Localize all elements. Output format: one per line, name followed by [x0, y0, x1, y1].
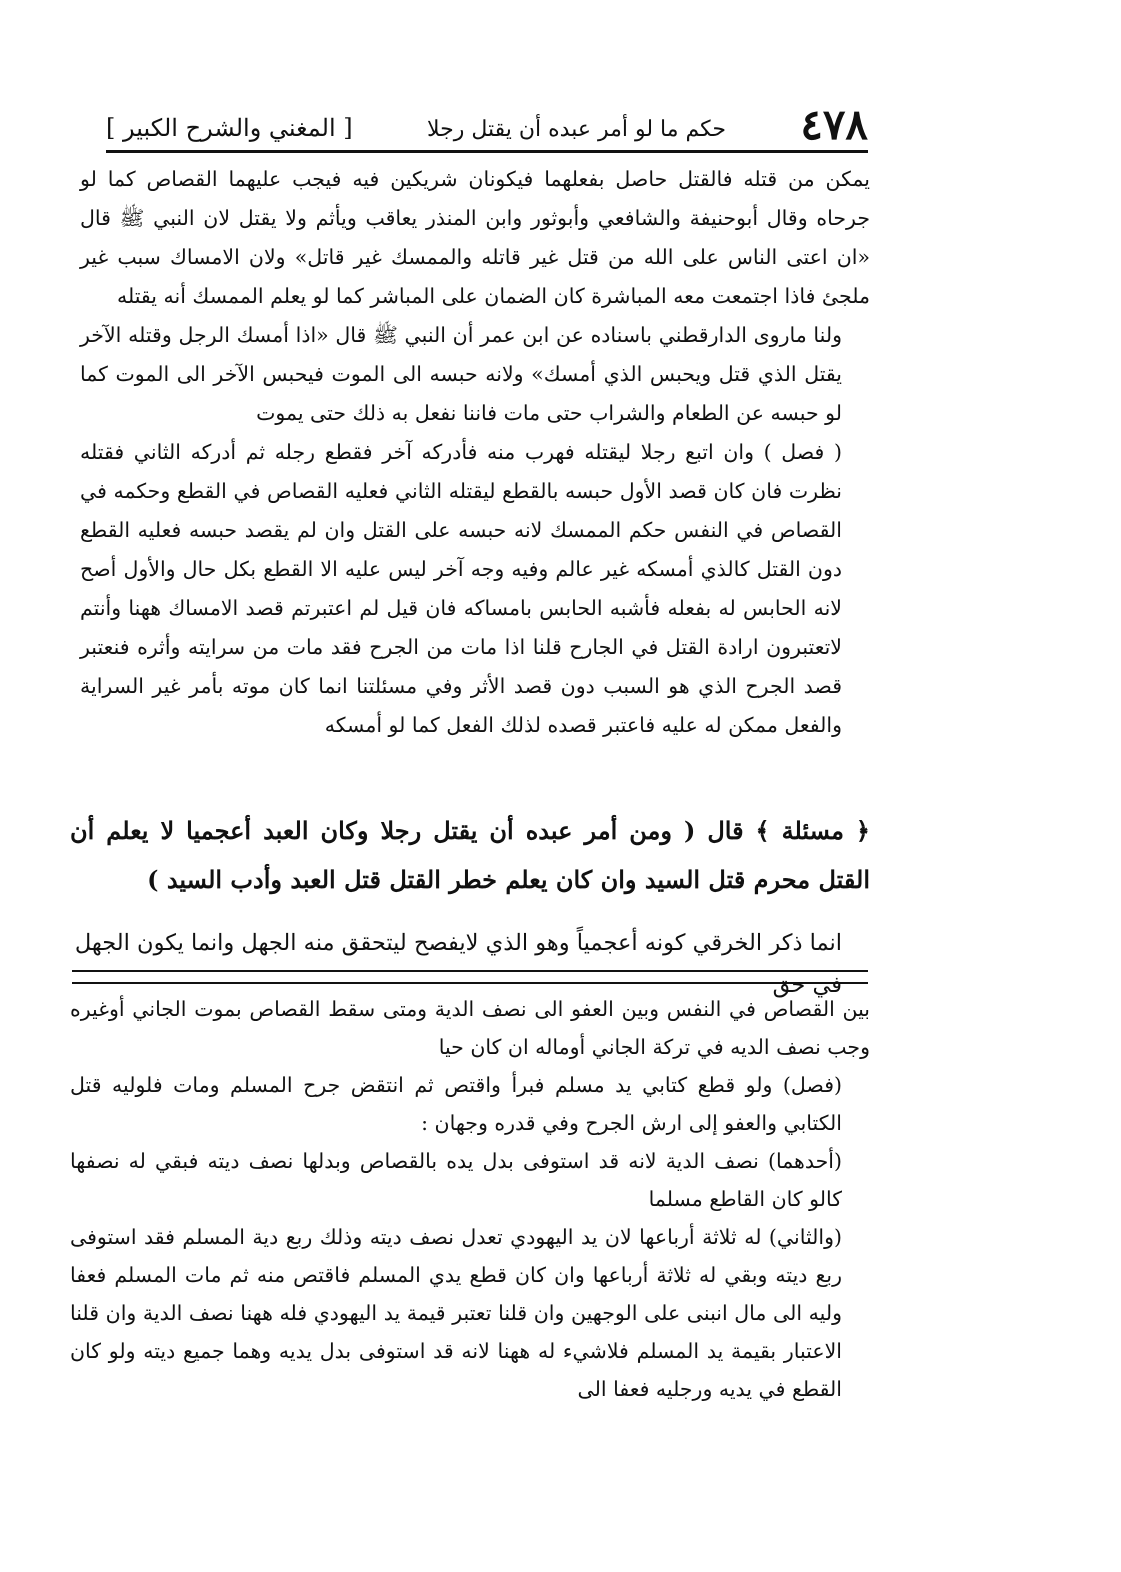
lower-paragraph: (أحدهما) نصف الدية لانه قد استوفى بدل يده بالقصاص وبدلها نصف ديته فبقي له نصفها كالو كان القاطع مسلما [70, 1149, 842, 1211]
lower-paragraph: (فصل) ولو قطع كتابي يد مسلم فبرأ واقتص ثم انتقض جرح المسلم ومات فلوليه قتل الكتابي والعفو إلى ارش الجرح وفي قدره وجهان : [70, 1073, 842, 1135]
main-text [80, 160, 870, 745]
main-paragraph: ( فصل ) وان اتبع رجلا ليقتله فهرب منه فأدركه آخر فقطع رجله ثم أدركه الثاني فقتله نظرت فان كان قصد الأول حبسه بالقطع ليقتله الثاني فعليه القصاص في القطع وحكمه في القصاص في النفس حكم الممسك لانه حبسه على القتل وان لم يقصد حبسه فعليه القطع دون القتل كالذي أمسكه غير عالم وفيه وجه آخر ليس عليه الا القطع بكل حال والأول أصح لانه الحابس له بفعله فأشبه الحابس بامساكه فان قيل لم اعتبرتم قصد الامساك ههنا وأنتم لاتعتبرون ارادة القتل في الجارح قلنا اذا مات من الجرح فقد مات من سرايته وأثره فنعتبر قصد الجرح الذي هو السبب دون قصد الأثر وفي مسئلتنا انما كان موته بأمر غير السراية والفعل ممكن له عليه فاعتبر قصده لذلك الفعل كما لو أمسكه [80, 440, 842, 737]
running-title: حكم ما لو أمر عبده أن يقتل رجلا [426, 117, 726, 142]
main-paragraph: ولنا ماروى الدارقطني باسناده عن ابن عمر أن النبي ﷺ قال «اذا أمسك الرجل وقتله الآخر يقتل الذي قتل ويحبس الذي أمسك» ولانه حبسه الى الموت فيحبس الآخر الى الموت كما لو حبسه عن الطعام والشراب حتى مات فاننا نفعل به ذلك حتى يموت [80, 323, 842, 425]
masala-block [70, 806, 870, 904]
lower-paragraph: بين القصاص في النفس وبين العفو الى نصف الدية ومتى سقط القصاص بموت الجاني أوغيره وجب نصف الديه في تركة الجاني أوماله ان كان حيا [70, 997, 870, 1059]
page-number: ٤٧٨ [800, 100, 868, 149]
lower-paragraph: (والثاني) له ثلاثة أرباعها لان يد اليهودي تعدل نصف ديته وذلك ربع دية المسلم فقد استوفى ربع ديته وبقي له ثلاثة أرباعها وان كان قطع يدي المسلم فاقتص منه ثم مات المسلم فعفا وليه الى مال انبنى على الوجهين وان قلنا تعتبر قيمة يد اليهودي فله ههنا نصف الدية وان قلنا الاعتبار بقيمة يد المسلم فلاشيء له ههنا لانه قد استوفى بدل يديه وهما جميع ديته ولو كان القطع في يديه ورجليه فعفا الى [70, 1225, 842, 1401]
lower-text [70, 990, 870, 1408]
masala-text: ﴿ مسئلة ﴾ قال ( ومن أمر عبده أن يقتل رجلا وكان العبد أعجميا لا يعلم أن القتل محرم قتل السيد وان كان يعلم خطر القتل قتل العبد وأدب السيد ) [70, 816, 870, 894]
footnote-divider [72, 970, 868, 984]
page-header [106, 96, 868, 149]
book-title: [ المغني والشرح الكبير ] [106, 114, 353, 142]
commentary-text: انما ذكر الخرقي كونه أعجمياً وهو الذي لايفصح ليتحقق منه الجهل وانما يكون الجهل في حق [74, 930, 842, 998]
header-rule [106, 150, 868, 153]
main-paragraph: يمكن من قتله فالقتل حاصل بفعلهما فيكونان شريكين فيه فيجب عليهما القصاص كما لو جرحاه وقال أبوحنيفة والشافعي وأبوثور وابن المنذر يعاقب ويأثم ولا يقتل لان النبي ﷺ قال «ان اعتى الناس على الله من قتل غير قاتله والممسك غير قاتل» ولان الامساك سبب غير ملجئ فاذا اجتمعت معه المباشرة كان الضمان على المباشر كما لو يعلم الممسك أنه يقتله [80, 167, 870, 308]
